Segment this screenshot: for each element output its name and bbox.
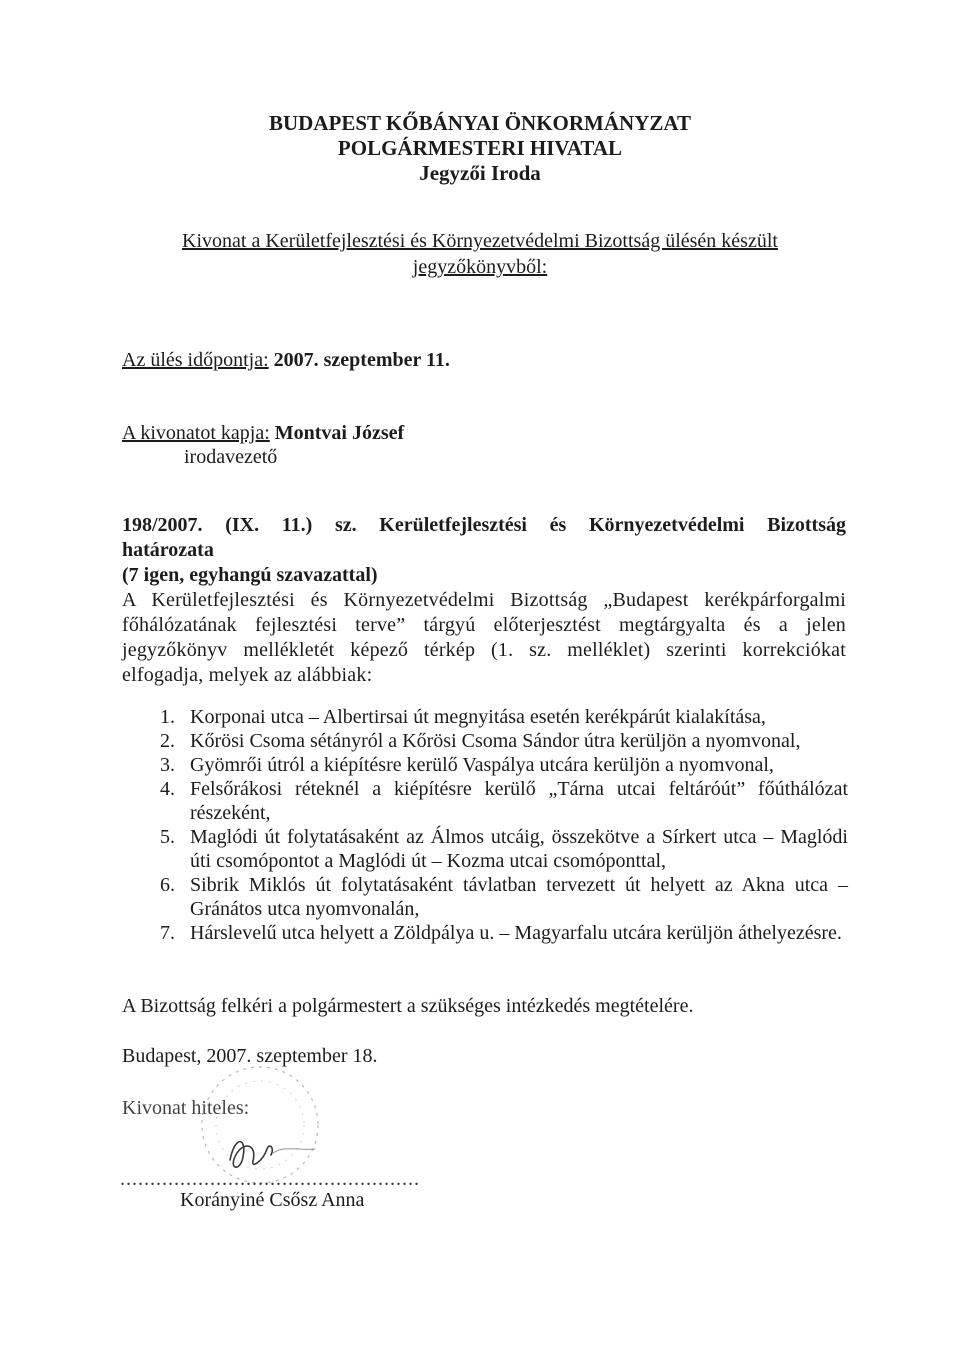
extract-title-line2: jegyzőkönyvből: <box>412 256 548 278</box>
extract-title <box>100 228 860 280</box>
corrections-list <box>160 705 848 945</box>
header-office: BUDAPEST KŐBÁNYAI ÖNKORMÁNYZAT <box>269 111 691 135</box>
list-item: 1. Korponai utca – Albertirsai út megnyitása esetén kerékpárút kialakítása, <box>160 706 766 728</box>
resolution-heading: 198/2007. (IX. 11.) sz. Kerületfejlesztési és Környezetvédelmi Bizottság <box>122 514 846 536</box>
document-date: Budapest, 2007. szeptember 18. <box>122 1045 378 1067</box>
recipient-role: irodavezető <box>184 446 278 468</box>
closing-request: A Bizottság felkéri a polgármestert a szükséges intézkedés megtételére. <box>122 995 694 1017</box>
meeting-date-value: 2007. szeptember 11. <box>273 349 450 371</box>
list-item: 2. Kőrösi Csoma sétányról a Kőrösi Csoma Sándor útra kerüljön a nyomvonal, <box>160 730 801 752</box>
meeting-date-label: Az ülés időpontja: <box>122 349 269 371</box>
list-item: 4. Felsőrákosi réteknél a kiépítésre kerülő „Tárna utcai feltáróút” főúthálózat részeként, <box>160 778 848 824</box>
recipient-label: A kivonatot kapja: <box>122 422 270 444</box>
signature-line: .................................................. <box>120 1168 420 1190</box>
list-item: 6. Sibrik Miklós út folytatásaként távlatban tervezett út helyett az Akna utca – Gránátos utca nyomvonalán, <box>160 874 848 920</box>
header-unit: Jegyzői Iroda <box>419 161 541 185</box>
resolution-block <box>122 513 846 688</box>
list-item: 7. Hárslevelű utca helyett a Zöldpálya u. – Magyarfalu utcára kerüljön áthelyezésre. <box>160 922 842 944</box>
resolution-vote: (7 igen, egyhangú szavazattal) <box>122 564 378 586</box>
recipient <box>122 420 404 446</box>
header-department: POLGÁRMESTERI HIVATAL <box>337 136 623 160</box>
meeting-date <box>122 347 450 373</box>
resolution-heading-2: határozata <box>122 539 214 561</box>
recipient-name: Montvai József <box>274 422 405 444</box>
list-item: 5. Maglódi út folytatásaként az Álmos utcáig, összekötve a Sírkert utca – Maglódi úti csomópontot a Maglódi út – Kozma utcai csomóponttal, <box>160 826 848 872</box>
extract-title-line1: Kivonat a Kerületfejlesztési és Környezetvédelmi Bizottság ülésén készült <box>182 230 778 252</box>
signer-name: Korányiné Csősz Anna <box>180 1189 365 1211</box>
list-item: 3. Gyömrői útról a kiépítésre kerülő Vaspálya utcára kerüljön a nyomvonal, <box>160 754 774 776</box>
resolution-body: A Kerületfejlesztési és Környezetvédelmi Bizottság „Budapest kerékpárforgalmi főhálózatának fejlesztési terve” tárgyú előterjesztést megtárgyalta és a jelen jegyzőkönyv mellékletét képező térkép (1. sz. melléklet) szerinti korrekciókat elfogadja, melyek az alábbiak: <box>122 589 846 686</box>
certification-label: Kivonat hiteles: <box>122 1097 250 1119</box>
